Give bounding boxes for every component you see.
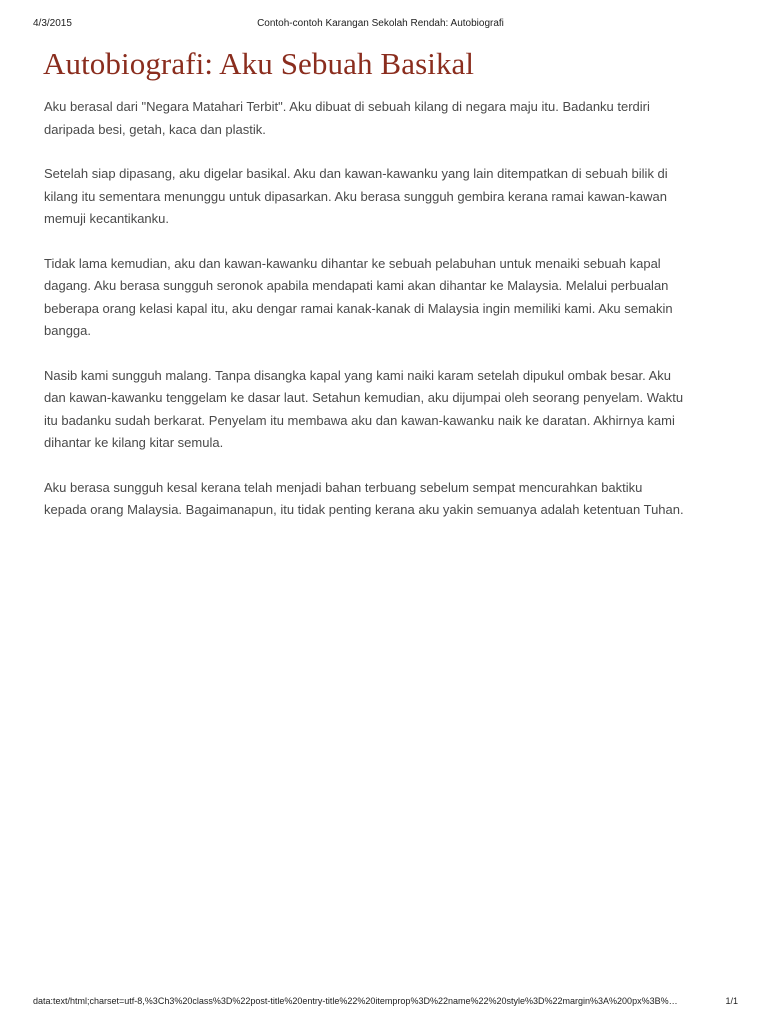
page-number: 1/1	[725, 996, 738, 1006]
print-date: 4/3/2015	[33, 18, 72, 29]
print-url: data:text/html;charset=utf-8,%3Ch3%20class%3D%22post-title%20entry-title%22%20itemprop%3D%22name%22%20style%3D%22margin%3A%200px%3B%…	[33, 996, 678, 1006]
paragraph-4: Nasib kami sungguh malang. Tanpa disangka kapal yang kami naiki karam setelah dipukul ombak besar. Aku dan kawan-kawanku tenggelam ke dasar laut. Setahun kemudian, aku dijumpai oleh seorang penyelam. Waktu itu badanku sudah berkarat. Penyelam itu membawa aku dan kawan-kawanku naik ke daratan. Akhirnya kami dihantar ke kilang kitar semula.	[44, 367, 684, 450]
paragraph-3: Tidak lama kemudian, aku dan kawan-kawanku dihantar ke sebuah pelabuhan untuk menaiki sebuah kapal dagang. Aku berasa sungguh seronok apabila mendapati kami akan dihantar ke Malaysia. Melalui perbualan beberapa orang kelasi kapal itu, aku dengar ramai kanak-kanak di Malaysia ingin memiliki kami. Aku semakin bangga.	[44, 255, 673, 338]
paragraph-5: Aku berasa sungguh kesal kerana telah menjadi bahan terbuang sebelum sempat mencurahkan baktiku kepada orang Malaysia. Bagaimanapun, itu tidak penting kerana aku yakin semuanya adalah ketentuan Tuhan.	[44, 479, 684, 517]
print-footer	[33, 996, 738, 1010]
post-body	[44, 96, 684, 544]
post-title: Autobiografi: Aku Sebuah Basikal	[43, 46, 475, 81]
print-header	[33, 18, 728, 32]
paragraph-2: Setelah siap dipasang, aku digelar basikal. Aku dan kawan-kawanku yang lain ditempatkan di sebuah bilik di kilang itu sementara menunggu untuk dipasarkan. Aku berasa sungguh gembira kerana ramai kawan-kawan memuji kecantikanku.	[44, 166, 668, 226]
paragraph-1: Aku berasal dari "Negara Matahari Terbit". Aku dibuat di sebuah kilang di negara maju itu. Badanku terdiri daripada besi, getah, kaca dan plastik.	[44, 99, 650, 137]
print-page-title: Contoh-contoh Karangan Sekolah Rendah: Autobiografi	[257, 18, 504, 29]
